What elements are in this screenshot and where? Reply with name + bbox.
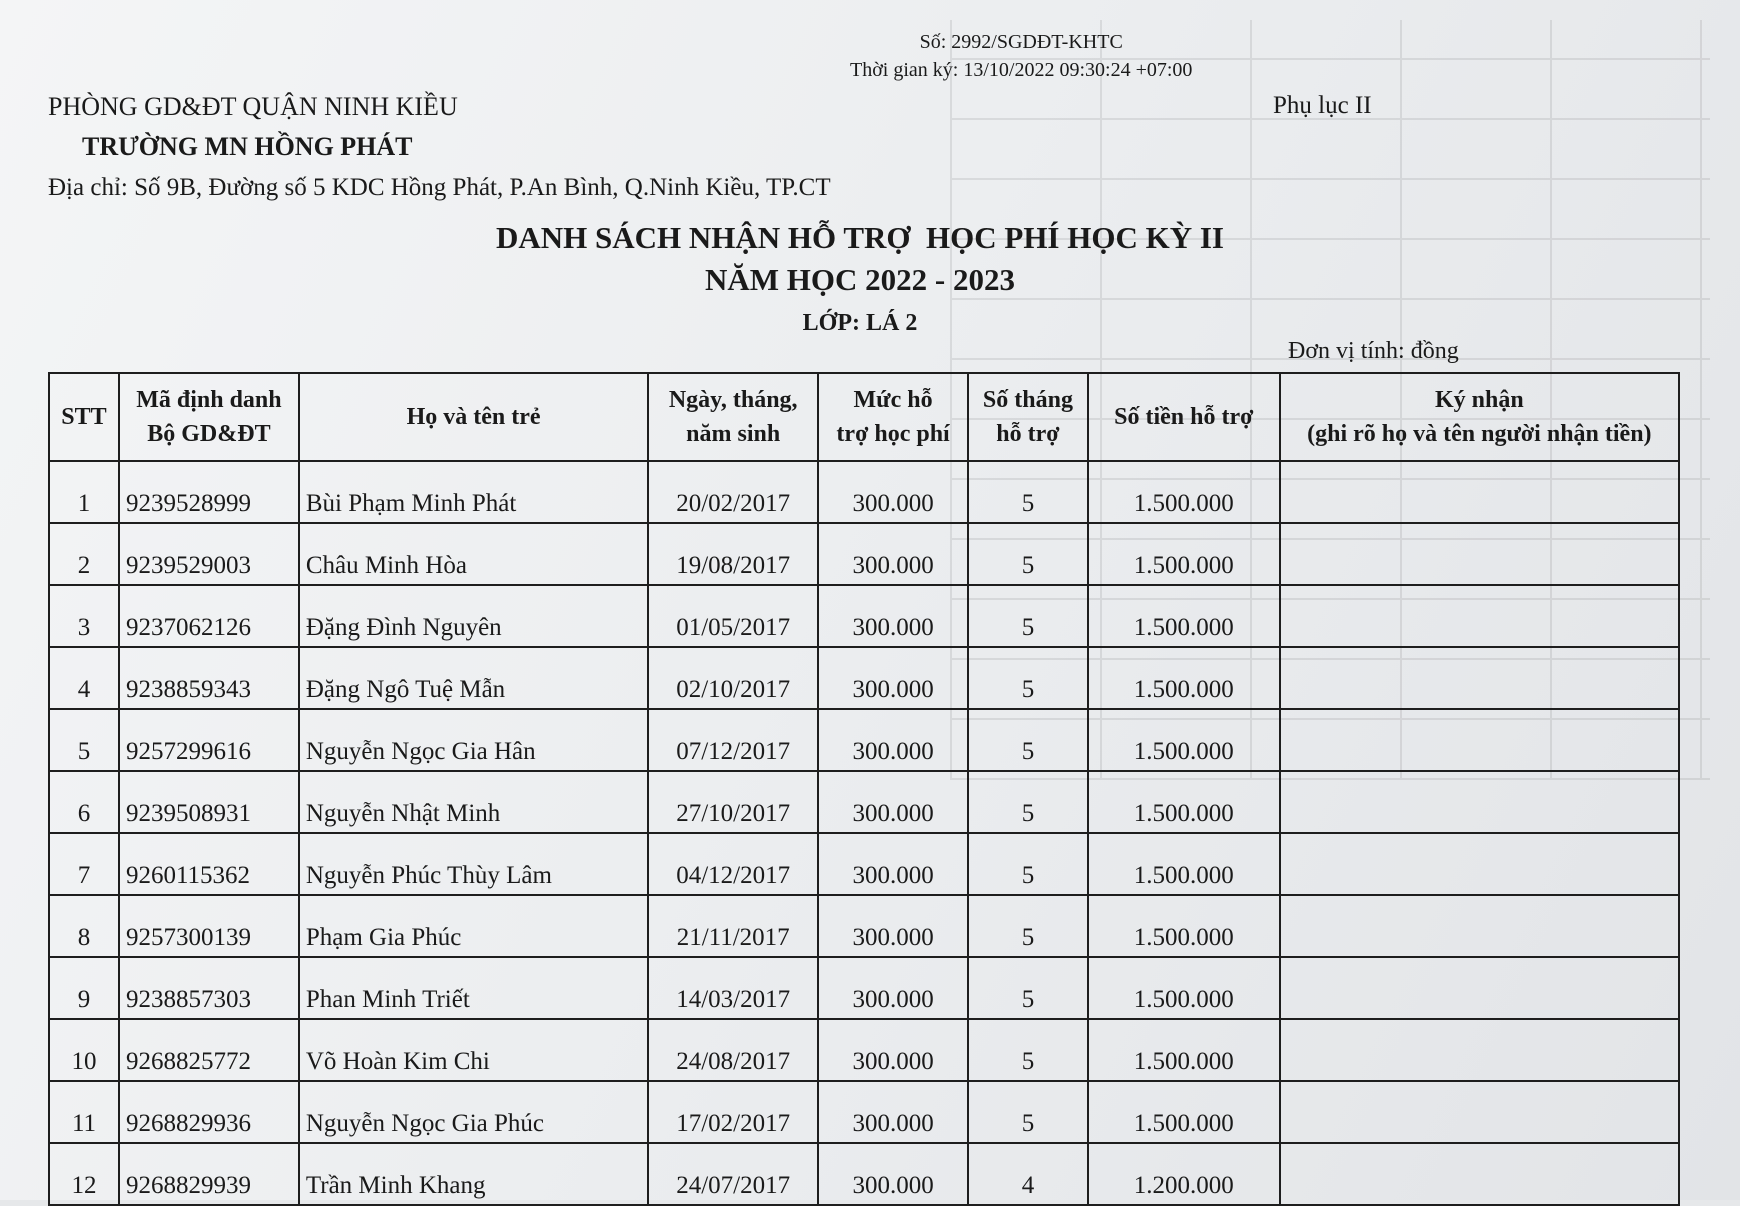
cell-fee-support-rate: 300.000 xyxy=(818,647,968,709)
cell-support-months: 4 xyxy=(968,1143,1088,1205)
cell-fee-support-rate: 300.000 xyxy=(818,1019,968,1081)
cell-support-amount: 1.200.000 xyxy=(1088,1143,1280,1205)
cell-student-id: 9268829939 xyxy=(119,1143,299,1205)
cell-fee-support-rate: 300.000 xyxy=(818,895,968,957)
cell-fee-support-rate: 300.000 xyxy=(818,585,968,647)
cell-child-name: Trần Minh Khang xyxy=(299,1143,648,1205)
cell-stt: 4 xyxy=(49,647,119,709)
cell-support-months: 5 xyxy=(968,957,1088,1019)
cell-birth-date: 14/03/2017 xyxy=(648,957,818,1019)
cell-support-amount: 1.500.000 xyxy=(1088,647,1280,709)
cell-fee-support-rate: 300.000 xyxy=(818,833,968,895)
column-header-child-name: Họ và tên trẻ xyxy=(299,373,648,461)
cell-support-amount: 1.500.000 xyxy=(1088,1019,1280,1081)
cell-student-id: 9268825772 xyxy=(119,1019,299,1081)
cell-birth-date: 17/02/2017 xyxy=(648,1081,818,1143)
table-row xyxy=(49,709,1679,771)
cell-support-amount: 1.500.000 xyxy=(1088,585,1280,647)
cell-child-name: Phạm Gia Phúc xyxy=(299,895,648,957)
document-number: Số: 2992/SGDĐT-KHTC xyxy=(919,31,1123,53)
table-row xyxy=(49,1143,1679,1205)
table-row xyxy=(49,461,1679,523)
cell-stt: 8 xyxy=(49,895,119,957)
school-name: TRƯỜNG MN HỒNG PHÁT xyxy=(82,132,413,161)
cell-student-id: 9237062126 xyxy=(119,585,299,647)
cell-birth-date: 21/11/2017 xyxy=(648,895,818,957)
cell-birth-date: 19/08/2017 xyxy=(648,523,818,585)
cell-child-name: Nguyễn Phúc Thùy Lâm xyxy=(299,833,648,895)
table-header-row xyxy=(49,373,1679,461)
document-title: DANH SÁCH NHẬN HỖ TRỢ HỌC PHÍ HỌC KỲ II xyxy=(496,220,1224,255)
cell-support-months: 5 xyxy=(968,585,1088,647)
cell-student-id: 9239529003 xyxy=(119,523,299,585)
column-header-student-id: Mã định danh Bộ GD&ĐT xyxy=(119,373,299,461)
cell-signature-receipt[interactable] xyxy=(1280,523,1679,585)
column-header-signature-receipt: Ký nhận (ghi rõ họ và tên người nhận tiền) xyxy=(1280,373,1679,461)
cell-birth-date: 24/07/2017 xyxy=(648,1143,818,1205)
cell-student-id: 9239508931 xyxy=(119,771,299,833)
column-header-birth-date: Ngày, tháng, năm sinh xyxy=(648,373,818,461)
cell-support-amount: 1.500.000 xyxy=(1088,833,1280,895)
cell-child-name: Nguyễn Ngọc Gia Hân xyxy=(299,709,648,771)
cell-birth-date: 02/10/2017 xyxy=(648,647,818,709)
cell-support-amount: 1.500.000 xyxy=(1088,1081,1280,1143)
cell-signature-receipt[interactable] xyxy=(1280,1019,1679,1081)
table-row xyxy=(49,1019,1679,1081)
cell-child-name: Nguyễn Ngọc Gia Phúc xyxy=(299,1081,648,1143)
cell-signature-receipt[interactable] xyxy=(1280,647,1679,709)
cell-child-name: Đặng Đình Nguyên xyxy=(299,585,648,647)
cell-child-name: Châu Minh Hòa xyxy=(299,523,648,585)
cell-signature-receipt[interactable] xyxy=(1280,957,1679,1019)
cell-stt: 11 xyxy=(49,1081,119,1143)
digital-signature-block xyxy=(850,28,1192,84)
cell-support-months: 5 xyxy=(968,1019,1088,1081)
cell-student-id: 9238857303 xyxy=(119,957,299,1019)
cell-support-months: 5 xyxy=(968,1081,1088,1143)
class-name: LỚP: LÁ 2 xyxy=(802,310,918,336)
cell-student-id: 9239528999 xyxy=(119,461,299,523)
table-row xyxy=(49,647,1679,709)
cell-signature-receipt[interactable] xyxy=(1280,461,1679,523)
cell-child-name: Đặng Ngô Tuệ Mẫn xyxy=(299,647,648,709)
cell-support-amount: 1.500.000 xyxy=(1088,709,1280,771)
cell-child-name: Nguyễn Nhật Minh xyxy=(299,771,648,833)
cell-fee-support-rate: 300.000 xyxy=(818,1081,968,1143)
table-row xyxy=(49,585,1679,647)
cell-fee-support-rate: 300.000 xyxy=(818,771,968,833)
cell-signature-receipt[interactable] xyxy=(1280,1143,1679,1205)
table-row xyxy=(49,1081,1679,1143)
table-row xyxy=(49,895,1679,957)
cell-signature-receipt[interactable] xyxy=(1280,585,1679,647)
cell-student-id: 9260115362 xyxy=(119,833,299,895)
cell-support-months: 5 xyxy=(968,523,1088,585)
table-row xyxy=(49,523,1679,585)
column-header-support-amount: Số tiền hỗ trợ xyxy=(1088,373,1280,461)
appendix-label: Phụ lục II xyxy=(1273,92,1372,119)
cell-student-id: 9268829936 xyxy=(119,1081,299,1143)
table-row xyxy=(49,957,1679,1019)
cell-birth-date: 24/08/2017 xyxy=(648,1019,818,1081)
cell-signature-receipt[interactable] xyxy=(1280,1081,1679,1143)
table-row xyxy=(49,833,1679,895)
cell-birth-date: 20/02/2017 xyxy=(648,461,818,523)
cell-support-months: 5 xyxy=(968,771,1088,833)
cell-stt: 10 xyxy=(49,1019,119,1081)
cell-child-name: Võ Hoàn Kim Chi xyxy=(299,1019,648,1081)
cell-fee-support-rate: 300.000 xyxy=(818,709,968,771)
cell-stt: 3 xyxy=(49,585,119,647)
column-header-fee-support-rate: Mức hỗ trợ học phí xyxy=(818,373,968,461)
cell-support-amount: 1.500.000 xyxy=(1088,957,1280,1019)
cell-stt: 5 xyxy=(49,709,119,771)
column-header-support-months: Số tháng hỗ trợ xyxy=(968,373,1088,461)
cell-support-amount: 1.500.000 xyxy=(1088,895,1280,957)
cell-student-id: 9257300139 xyxy=(119,895,299,957)
cell-child-name: Bùi Phạm Minh Phát xyxy=(299,461,648,523)
cell-fee-support-rate: 300.000 xyxy=(818,957,968,1019)
cell-fee-support-rate: 300.000 xyxy=(818,1143,968,1205)
cell-stt: 7 xyxy=(49,833,119,895)
table-body xyxy=(49,461,1679,1205)
cell-support-amount: 1.500.000 xyxy=(1088,461,1280,523)
cell-support-months: 5 xyxy=(968,647,1088,709)
signed-time: Thời gian ký: 13/10/2022 09:30:24 +07:00 xyxy=(850,59,1193,81)
school-address: Địa chỉ: Số 9B, Đường số 5 KDC Hồng Phát, P.An Bình, Q.Ninh Kiều, TP.CT xyxy=(48,174,831,201)
cell-support-months: 5 xyxy=(968,461,1088,523)
cell-support-months: 5 xyxy=(968,895,1088,957)
department-name: PHÒNG GD&ĐT QUẬN NINH KIỀU xyxy=(48,92,458,121)
cell-signature-receipt[interactable] xyxy=(1280,833,1679,895)
cell-fee-support-rate: 300.000 xyxy=(818,461,968,523)
currency-unit: Đơn vị tính: đồng xyxy=(1288,338,1459,364)
table-row xyxy=(49,771,1679,833)
cell-child-name: Phan Minh Triết xyxy=(299,957,648,1019)
cell-support-months: 5 xyxy=(968,709,1088,771)
cell-stt: 2 xyxy=(49,523,119,585)
cell-stt: 6 xyxy=(49,771,119,833)
cell-signature-receipt[interactable] xyxy=(1280,895,1679,957)
cell-birth-date: 07/12/2017 xyxy=(648,709,818,771)
cell-stt: 12 xyxy=(49,1143,119,1205)
cell-signature-receipt[interactable] xyxy=(1280,709,1679,771)
cell-fee-support-rate: 300.000 xyxy=(818,523,968,585)
cell-birth-date: 27/10/2017 xyxy=(648,771,818,833)
support-list-table xyxy=(48,372,1680,1206)
cell-support-amount: 1.500.000 xyxy=(1088,523,1280,585)
cell-support-amount: 1.500.000 xyxy=(1088,771,1280,833)
school-year: NĂM HỌC 2022 - 2023 xyxy=(705,262,1015,297)
cell-support-months: 5 xyxy=(968,833,1088,895)
cell-signature-receipt[interactable] xyxy=(1280,771,1679,833)
cell-birth-date: 01/05/2017 xyxy=(648,585,818,647)
cell-stt: 9 xyxy=(49,957,119,1019)
cell-birth-date: 04/12/2017 xyxy=(648,833,818,895)
cell-student-id: 9238859343 xyxy=(119,647,299,709)
column-header-stt: STT xyxy=(49,373,119,461)
cell-stt: 1 xyxy=(49,461,119,523)
cell-student-id: 9257299616 xyxy=(119,709,299,771)
